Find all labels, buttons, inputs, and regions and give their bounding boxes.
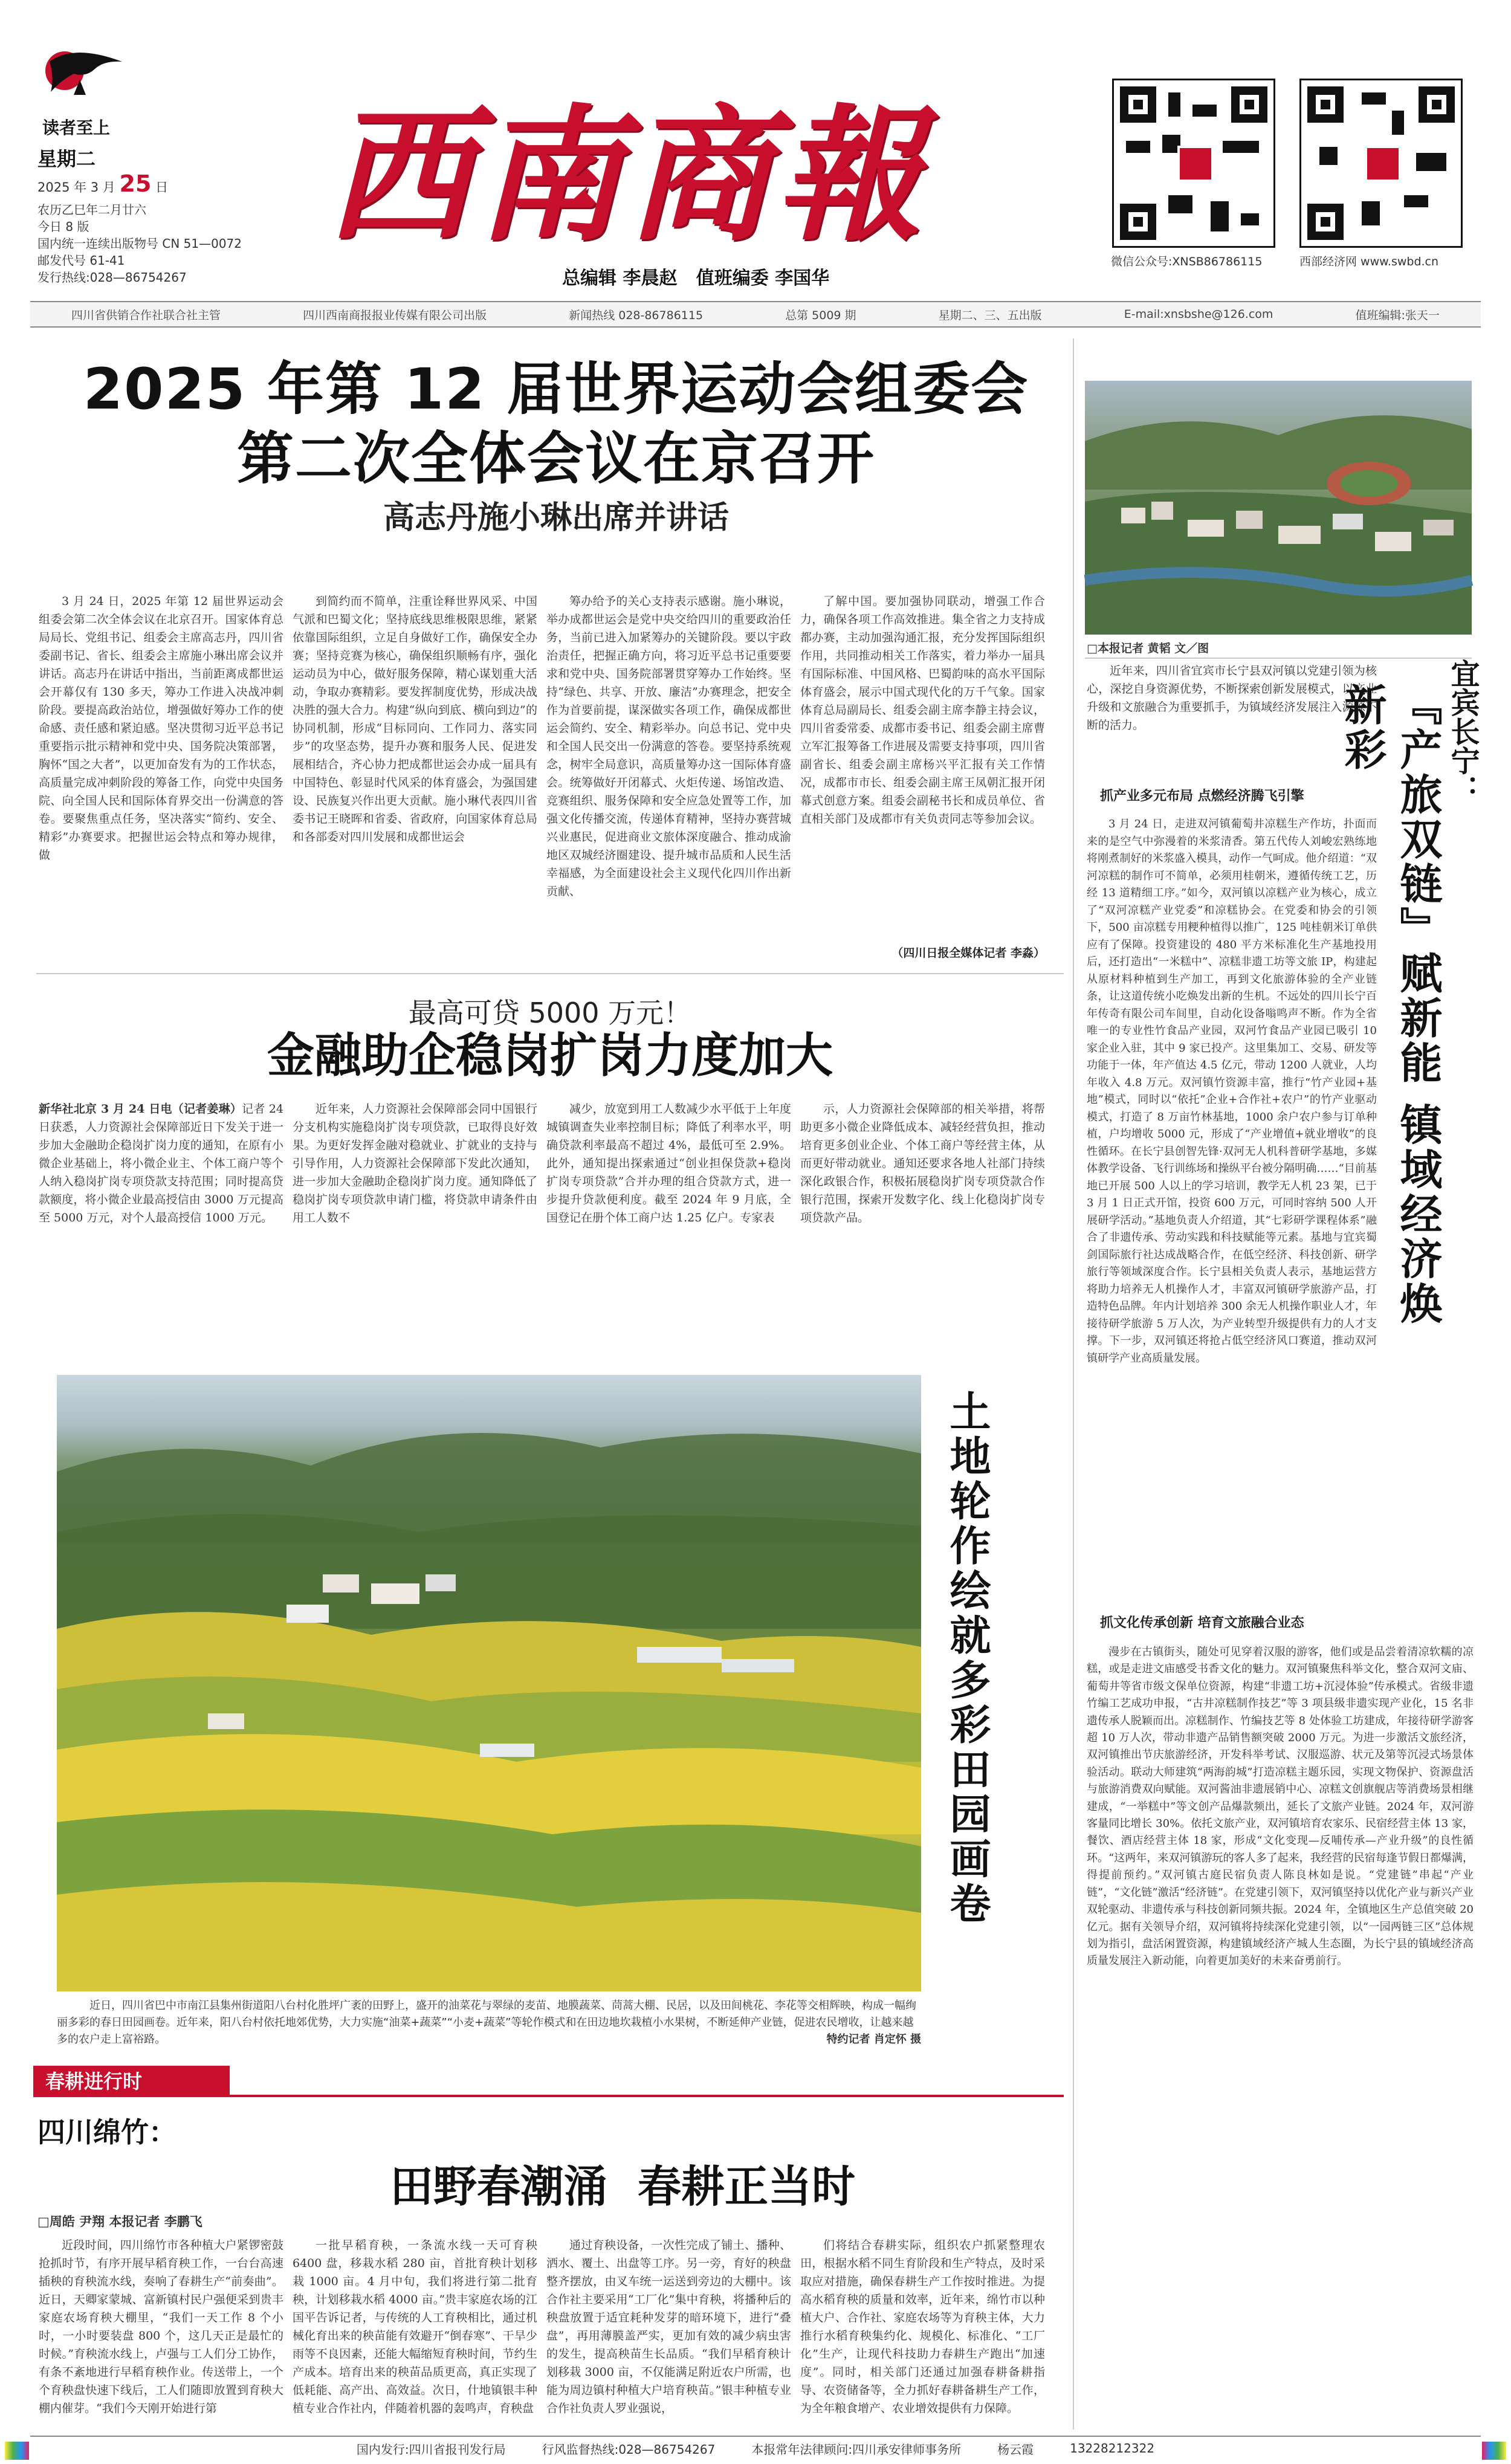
issn: 国内统一连续出版物号 CN 51—0072 xyxy=(37,236,242,251)
lead-column-1: 3 月 24 日，2025 年第 12 届世界运动会组委会第二次全体会议在北京召开。国家体育总局局长、党组书记、组委会主席高志丹，四川省委副书记、省长、组委会主席施小琳出席会议并讲话。高志丹在讲话中指出，当前距离成都世运会开幕仅有 130 多天，筹办工作进入决战冲刺阶段。要提高政治站位，增强做好筹办工作的使命感、责任感和紧迫感。坚决贯彻习近平总书记重要指示批示精神和党中央、国务院决策部署，胸怀“国之大者”，以更加奋发有为的工作状态，高质量完成冲刺阶段的筹备工作，向党中央国务院、向全国人民和国际体育界交出一份满意的答卷。要聚焦重点任务，坚决落实“简约、安全、精彩”办赛要求。把握世运会特点和筹办规律，做 xyxy=(39,595,283,862)
sidebar-subhead-1: 抓产业多元布局 点燃经济腾飞引擎 xyxy=(1100,789,1304,804)
sidebar-section-1: 3 月 24 日，走进双河镇葡萄井凉糕生产作坊，扑面而来的是空气中弥漫着的米浆清香。第五代传人刘峻宏熟练地将刚煮制好的米浆盛入模具，动作一气呵成。他介绍道：“双河凉糕的制作可不简单，必须用桂朝米，遵循传统工艺，历经 13 道精细工序。”如今，双河镇以凉糕产业为核心，成立了“双河凉糕产业党委”和凉糕协会。在党委和协会的引领下，500 亩凉糕专用粳种植得以推广，125 吨桂朝米订单供应有了保障。投资建设的 480 平方米标准化生产基地投用后，还打造出“一米糕中”、凉糕非遗工坊等文旅 IP，构建起从原材料种植到生产加工，再到文化旅游体验的全产业链条，让这道传统小吃焕发出新的生机。不远处的四川长宁百年传奇有限公司车间里，自动化设备嗡鸣声不断。作为全省唯一的专业性竹食品产业园，双河竹食品产业园已吸引 10 家企业入驻，其中 9 家已投产。这里集加工、交易、研发等功能于一体，年产值达 4.5 亿元，带动 1200 人就业，人均年收入 4.8 万元。双河镇竹资源丰富，推行“竹产业园+基地”模式，同时以“依托”企业+合作社+农户”的竹产业驱动模式，打造了 8 万亩竹林基地，1000 余户农户参与订单种植，户均增收 5000 元，形成了“产业增值+就业增收”的良性循环。在长宁县创智先锋·双河无人机科普研学基地，多媒体教学设备、飞行训练场和操纵平台被分隔明确……“目前基地已开展 500 人以上的学习培训，教学无人机 23 架，已于 3 月 1 日正式开馆，投资 600 万元，可同时容纳 500 人开展研学活动。”基地负责人介绍道，其“七彩研学课程体系”融合了非遗传承、劳动实践和科技赋能等元素。基地与宜宾蜀剑国际旅行社达成战略合作，在低空经济、科技创新、研学旅行等领域深度合作。长宁县相关负责人表示，基地运营方将助力培养无人机操作人才，丰富双河镇研学旅游产品，打造特色品牌。年内计划培养 300 余无人机操作职业人才，年接待研学旅游 5 万人次，为产业转型升级提供有力的人才支撑。下一步，双河镇还将抢占低空经济风口赛道，推动双河镇研学产业高质量发展。 xyxy=(1087,818,1377,1365)
spring-byline: □周皓 尹翔 本报记者 李鹏飞 xyxy=(37,2214,202,2229)
lead-column-3: 筹办给予的关心支持表示感谢。施小琳说，举办成都世运会是党中央交给四川的重要政治任务，当前已进入加紧筹办的关键阶段。要以宇政治责任，把握正确方向，将习近平总书记重要要求和党中央、国务院部署贯穿筹办工作始终。坚持“绿色、共享、开放、廉洁”办赛理念，把安全作为首要前提，谋深做实各项工作，确保成都世运会简约、安全、精彩举办。向总书记、党中央和全国人民交出一份满意的答卷。要坚持系统观念，树牢全局意识，高质量筹办这一国际体育盛会。统筹做好开闭幕式、火炬传递、场馆改造、竞赛组织、服务保障和安全应急处置等工作，加强文化传播交流，传递体育精神，坚持办赛营城兴业惠民，促进商业文旅体深度融合、推动成渝地区双城经济圈建设、提升城市品质和人民生活幸福感，为全面建设社会主义现代化四川作出新贡献、 xyxy=(546,595,791,898)
footer-item: 杨云霞 xyxy=(997,2442,1034,2457)
sidebar-photo-credit: □本报记者 黄韬 文／图 xyxy=(1087,642,1209,655)
loan-column-3: 减少，放宽到用工人数减少水平低于上年度城镇调查失业率控制目标；降低了利率水平，明确贷款利率最高不超过 4%，最低可至 2.9%。此外，通知提出探索通过“创业担保贷款+稳岗扩岗专项贷款”合并办理的组合贷款方式，进一步提升贷款便利度。截至 2024 年 9 月底，全国登记在册个体工商户达 1.25 亿户。专家表 xyxy=(546,1102,791,1224)
spring-column-2: 一批早稻育秧，一条流水线一天可育秧 6400 盘，移栽水稻 280 亩，首批育秧计划移栽 1000 亩。4 月中旬，我们将进行第二批育秧，计划移栽水稻 4000 亩。”贵丰家庭农场的江国平告诉记者，与传统的人工育秧相比，通过机械化育出来的秧苗能有效避开“倒春寒”、干旱少雨等不良因素，还能大幅缩短育秧时间，节约生产成本。培育出来的秧苗品质更高，真正实现了低耗能、高产出、高效益。次日，什地镇银丰种植专业合作社内，伴随着机器的轰鸣声，育秧盘 xyxy=(293,2239,537,2415)
changning-town-photo xyxy=(1085,381,1472,635)
info-bar-item: 四川西南商报报业传媒有限公司出版 xyxy=(303,308,487,322)
sidebar-title-small: 宜宾长宁： xyxy=(1446,659,1480,804)
photo-caption: 近日，四川省巴中市南江县集州街道阳八台村化胜坪广袤的田野上，盛开的油菜花与翠绿的麦苗、地膜蔬菜、茼蒿大棚、民居，以及田间桃花、李花等交相辉映，构成一幅绚丽多彩的春日田园画卷。近年来，阳八台村依托地郊优势，大力实施“油菜+蔬菜”“小麦+蔬菜”等轮作模式和在田边地坎栽植小水果树，不断延伸产业链，促进农民增收，让越来越多的农户走上富裕路。 特约记者 肖定怀 摄 xyxy=(57,1997,921,2048)
color-strip-right xyxy=(1482,2442,1506,2460)
town-aerial-view xyxy=(1085,381,1472,635)
newspaper-title: 西南商報 xyxy=(326,90,927,260)
lead-byline: （四川日报全媒体记者 李淼） xyxy=(891,946,1045,960)
footer-item: 行风监督热线:028—86754267 xyxy=(542,2442,716,2457)
sidebar-title xyxy=(1338,659,1481,1354)
info-bar-item: 新闻热线 028-86786115 xyxy=(569,308,704,322)
wechat-label: 微信公众号:XNSB86786115 xyxy=(1111,255,1263,268)
section-tag-spring: 春耕进行时 xyxy=(33,2066,230,2097)
postal-code: 邮发代号 61-41 xyxy=(37,253,125,268)
farmland-photo xyxy=(57,1375,921,1991)
sidebar-title-big: 『产旅双链』赋新能 镇域经济焕新彩 xyxy=(1338,683,1443,1327)
spring-headline: 田野春潮涌 春耕正当时 xyxy=(389,2161,856,2212)
chief-editors: 总编辑 李晨赵 值班编委 李国华 xyxy=(562,268,830,289)
newspaper-logo-emblem xyxy=(37,37,128,110)
loan-headline: 金融助企稳岗扩岗力度加大 xyxy=(267,1028,833,1083)
weekday: 星期二 xyxy=(37,147,96,170)
info-bar xyxy=(30,301,1481,328)
lead-column-2: 到简约而不简单，注重诠释世界风采、中国气派和巴蜀文化；坚持底线思维极限思维，紧紧依靠国际组织，立足自身做好工作，确保安全办赛；坚持竞赛为核心，确保组织顺畅有序，强化运动员为中心，做好服务保障，精心谋划重大活动，争取办赛精彩。要发挥制度优势，形成决战决胜的强大合力。构建“纵向到底、横向到边”的协同机制，形成“目标同向、工作同力、落实同步”的攻坚态势，提升办赛和服务人民、促进发展相结合，齐心协力把成都世运会办成一届具有中国特色、彰显时代风采的体育盛会，为强国建设、民族复兴作出更大贡献。施小琳代表四川省委书记王晓晖和省委、省政府，向国家体育总局和各部委对四川发展和成都世运会 xyxy=(293,595,537,844)
loan-column-2: 近年来，人力资源社会保障部会同中国银行分支机构实施稳岗扩岗专项贷款，已取得良好效果。为更好发挥金融对稳就业、扩就业的支持与引导作用，人力资源社会保障部下发此次通知，进一步加大金融助企稳岗扩岗力度。通知降低了稳岗扩岗专项贷款申请门槛，将贷款申请条件由用工人数不 xyxy=(293,1102,537,1224)
photo-feature-title: 土地轮作绘就多彩田园画卷 xyxy=(943,1390,991,1927)
masthead xyxy=(0,0,1511,302)
website-qr-code[interactable] xyxy=(1299,79,1463,248)
issue-day: 25 xyxy=(119,170,152,197)
lunar-date: 农历乙巳年二月廿六 xyxy=(37,202,146,217)
info-bar-item: 值班编辑:张天一 xyxy=(1355,308,1440,322)
info-bar-item[interactable]: E-mail:xnsbshe@126.com xyxy=(1124,308,1273,321)
info-bar-item: 总第 5009 期 xyxy=(785,308,856,322)
sidebar-intro: 近年来，四川省宜宾市长宁县双河镇以党建引领为核心，深挖自身资源优势，不断探索创新发展模式，以产业升级和文旅融合为重要抓手，为镇域经济发展注入源源不断的活力。 xyxy=(1087,664,1377,732)
loan-column-4: 示，人力资源社会保障部的相关举措，将帮助更多小微企业降低成本、减轻经营负担，推动培育更多创业企业、个体工商户等经营主体，从而更好带动就业。通知还要求各地人社部门持续深化政银合作，积极拓展稳岗扩岗专项贷款合作银行范围，探索开发数字化、线上化稳岗扩岗专项贷款产品。 xyxy=(800,1102,1045,1224)
info-bar-item: 四川省供销合作社联合社主管 xyxy=(71,308,221,322)
sidebar-subhead-2: 抓文化传承创新 培育文旅融合业态 xyxy=(1100,1615,1304,1631)
footer-item: 国内发行:四川省报刊发行局 xyxy=(356,2442,506,2457)
info-bar-item: 星期二、三、五出版 xyxy=(938,308,1042,322)
spring-column-3: 通过育秧设备，一次性完成了铺土、播种、洒水、覆土、出盘等工序。另一旁，育好的秧盘整齐摆放，由叉车统一运送到旁边的大棚中。该合作社主要采用“工厂化”集中育秧，将播种后的秧盘放置于适宜耗种发芽的暗环境下，进行“叠盘”，再用薄膜盖严实，更加有效的减少病虫害的发生，提高秧苗生长品质。“我们早稻育秧计划移栽 3000 亩，不仅能满足附近农户所需，也能为周边镇村种植大户培育秧苗。”银丰种植专业合作社负责人罗业强说， xyxy=(546,2239,791,2415)
issue-date: 2025 年 3 月 25 日 xyxy=(37,170,169,197)
footer-bar xyxy=(30,2436,1481,2460)
page-count: 今日 8 版 xyxy=(37,219,89,234)
color-strip xyxy=(5,2442,29,2460)
spring-kicker: 四川绵竹： xyxy=(37,2116,176,2149)
lead-headline-2: 第二次全体会议在京召开 xyxy=(236,426,875,492)
website-label: 西部经济网 www.swbd.cn xyxy=(1299,255,1439,268)
footer-item: 本报常年法律顾问:四川承安律师事务所 xyxy=(751,2442,962,2457)
loan-kicker: 最高可贷 5000 万元！ xyxy=(408,997,692,1029)
loan-column-1: 新华社北京 3 月 24 日电（记者姜琳）记者 24 日获悉，人力资源社会保障部近日下发关于进一步加大金融助企稳岗扩岗力度的通知，在原有小微企业基础上，将小微企业主、个体工商户等个人纳入稳岗扩岗专项贷款支持范围；同时提高贷款额度，将小微企业最高授信由 3000 万元提高至 5000 万元，对个人最高授信 1000 万元。 xyxy=(39,1102,284,1224)
lead-headline-1: 2025 年第 12 届世界运动会组委会 xyxy=(83,357,1029,422)
farmland-landscape xyxy=(57,1375,921,1991)
slogan: 读者至上 xyxy=(42,118,111,138)
sidebar-section-2: 漫步在古镇街头，随处可见穿着汉服的游客，他们或是品尝着清凉软糯的凉糕，或是走进文庙感受书香文化的魅力。双河镇聚焦科举文化，整合双河文庙、葡萄井等省市级文保单位资源，构建“非遗工坊+沉浸体验”传承模式。省级非遗竹编工艺成功申报，“古井凉糕制作技艺”等 3 项县级非遗实现产业化，15 名非遗传承人脱颖而出。凉糕制作、竹编技艺等 8 处体验工坊建成，年接待研学游客超 10 万人次，带动非遗产品销售额突破 2000 万元。为进一步激活文旅经济，双河镇推出节庆旅游经济，开发科举考试、汉服巡游、状元及第等沉浸式场景体验活动。联动大师建筑“两海韵城”打造凉糕主题乐园，实现文物保护、资源盘活与旅游消费双向赋能。双河酱油非遗展销中心、凉糕文创旗舰店等消费场景相继建成，“一举糕中”等文创产品爆款频出，延长了文旅产业链。2024 年，双河游客量同比增长 30%。依托文旅产业，双河镇培育农家乐、民宿经营主体 13 家，餐饮、酒店经营主体 18 家，形成“文化变现—反哺传承—产业升级”的良性循环。“这两年，来双河镇游玩的客人多了起来，我经营的民宿每逢节假日都爆满，得提前预约。”双河镇古庭民宿负责人陈良林如是说。“党建链”串起“产业链”，“文化链”激活“经济链”。在党建引领下，双河镇坚持以优化产业与新兴产业双轮驱动、非遗传承与科技创新同频共振。2024 年，全镇地区生产总值突破 20 亿元。据有关领导介绍，双河镇将持续深化党建引领，以“一园两链三区”总体规划为指引，盘活闲置资源，构建镇域经济产城人生态圈，为长宁县的镇域经济高质量发展注入新动能，向着更加美好的未来奋勇前行。 xyxy=(1087,1646,1474,1968)
wechat-qr-code[interactable] xyxy=(1112,79,1275,248)
hotline: 发行热线:028—86754267 xyxy=(37,270,187,285)
lead-column-4: 了解中国。要加强协同联动，增强工作合力，确保各项工作高效推进。集全省之力支持成都办赛，主动加强沟通汇报，充分发挥国际组织作用，共同推动相关工作落实，着力举办一届具有国际标准、中国风格、巴蜀韵味的高水平国际体育盛会，展示中国式现代化的万千气象。国家体育总局副局长、组委会副主席李静主持会议，四川省委常委、成都市委书记、组委会副主席曹立军汇报筹备工作进展及需要支持事项，四川省副省长、组委会副主席杨兴平汇报有关工作情况，成都市市长、组委会副主席王凤朝汇报开闭幕式创意方案。组委会副秘书长和成员单位、省直相关部门及成都市有关负责同志等参加会议。 xyxy=(800,595,1045,826)
footer-item: 13228212322 xyxy=(1070,2441,1155,2456)
lead-subheadline: 高志丹施小琳出席并讲话 xyxy=(383,499,729,536)
spring-column-4: 们将结合春耕实际，组织农户抓紧整理农田，根据水稻不同生育阶段和生产特点，及时采取应对措施，确保春耕生产工作按时推进。为提高水稻育秧的质量和效率，近年来，绵竹市以种植大户、合作社、家庭农场等为育秧主体，大力推行水稻育秧集约化、规模化、标准化、“工厂化”生产，让现代科技助力春耕生产跑出“加速度”。同时，相关部门还通过加强春耕备耕指导、农资储备等，全力抓好春耕备耕生产工作，为全年粮食增产、农业增效提供有力保障。 xyxy=(800,2239,1045,2415)
photo-credit: 特约记者 肖定怀 摄 xyxy=(826,2033,921,2046)
spring-column-1: 近段时间，四川绵竹市各种植大户紧锣密鼓抢抓时节，有序开展早稻育秧工作，一台台高速插秧的育秧流水线，奏响了春耕生产“前奏曲”。近日，天卿家蒙城、富新镇村民户强便采到贵丰家庭农场育秧大棚里，“我们一天工作 8 个小时，一小时要装盘 800 个，这几天正是最忙的时候。”育秧流水线上，卢强与工人们分工协作，有条不紊地进行早稻育秧作业。传送带上，一个个育秧盘快速下线后，工人们随即放置到育秧大棚内催芽。“我们今天刚开始进行第 xyxy=(39,2239,283,2415)
